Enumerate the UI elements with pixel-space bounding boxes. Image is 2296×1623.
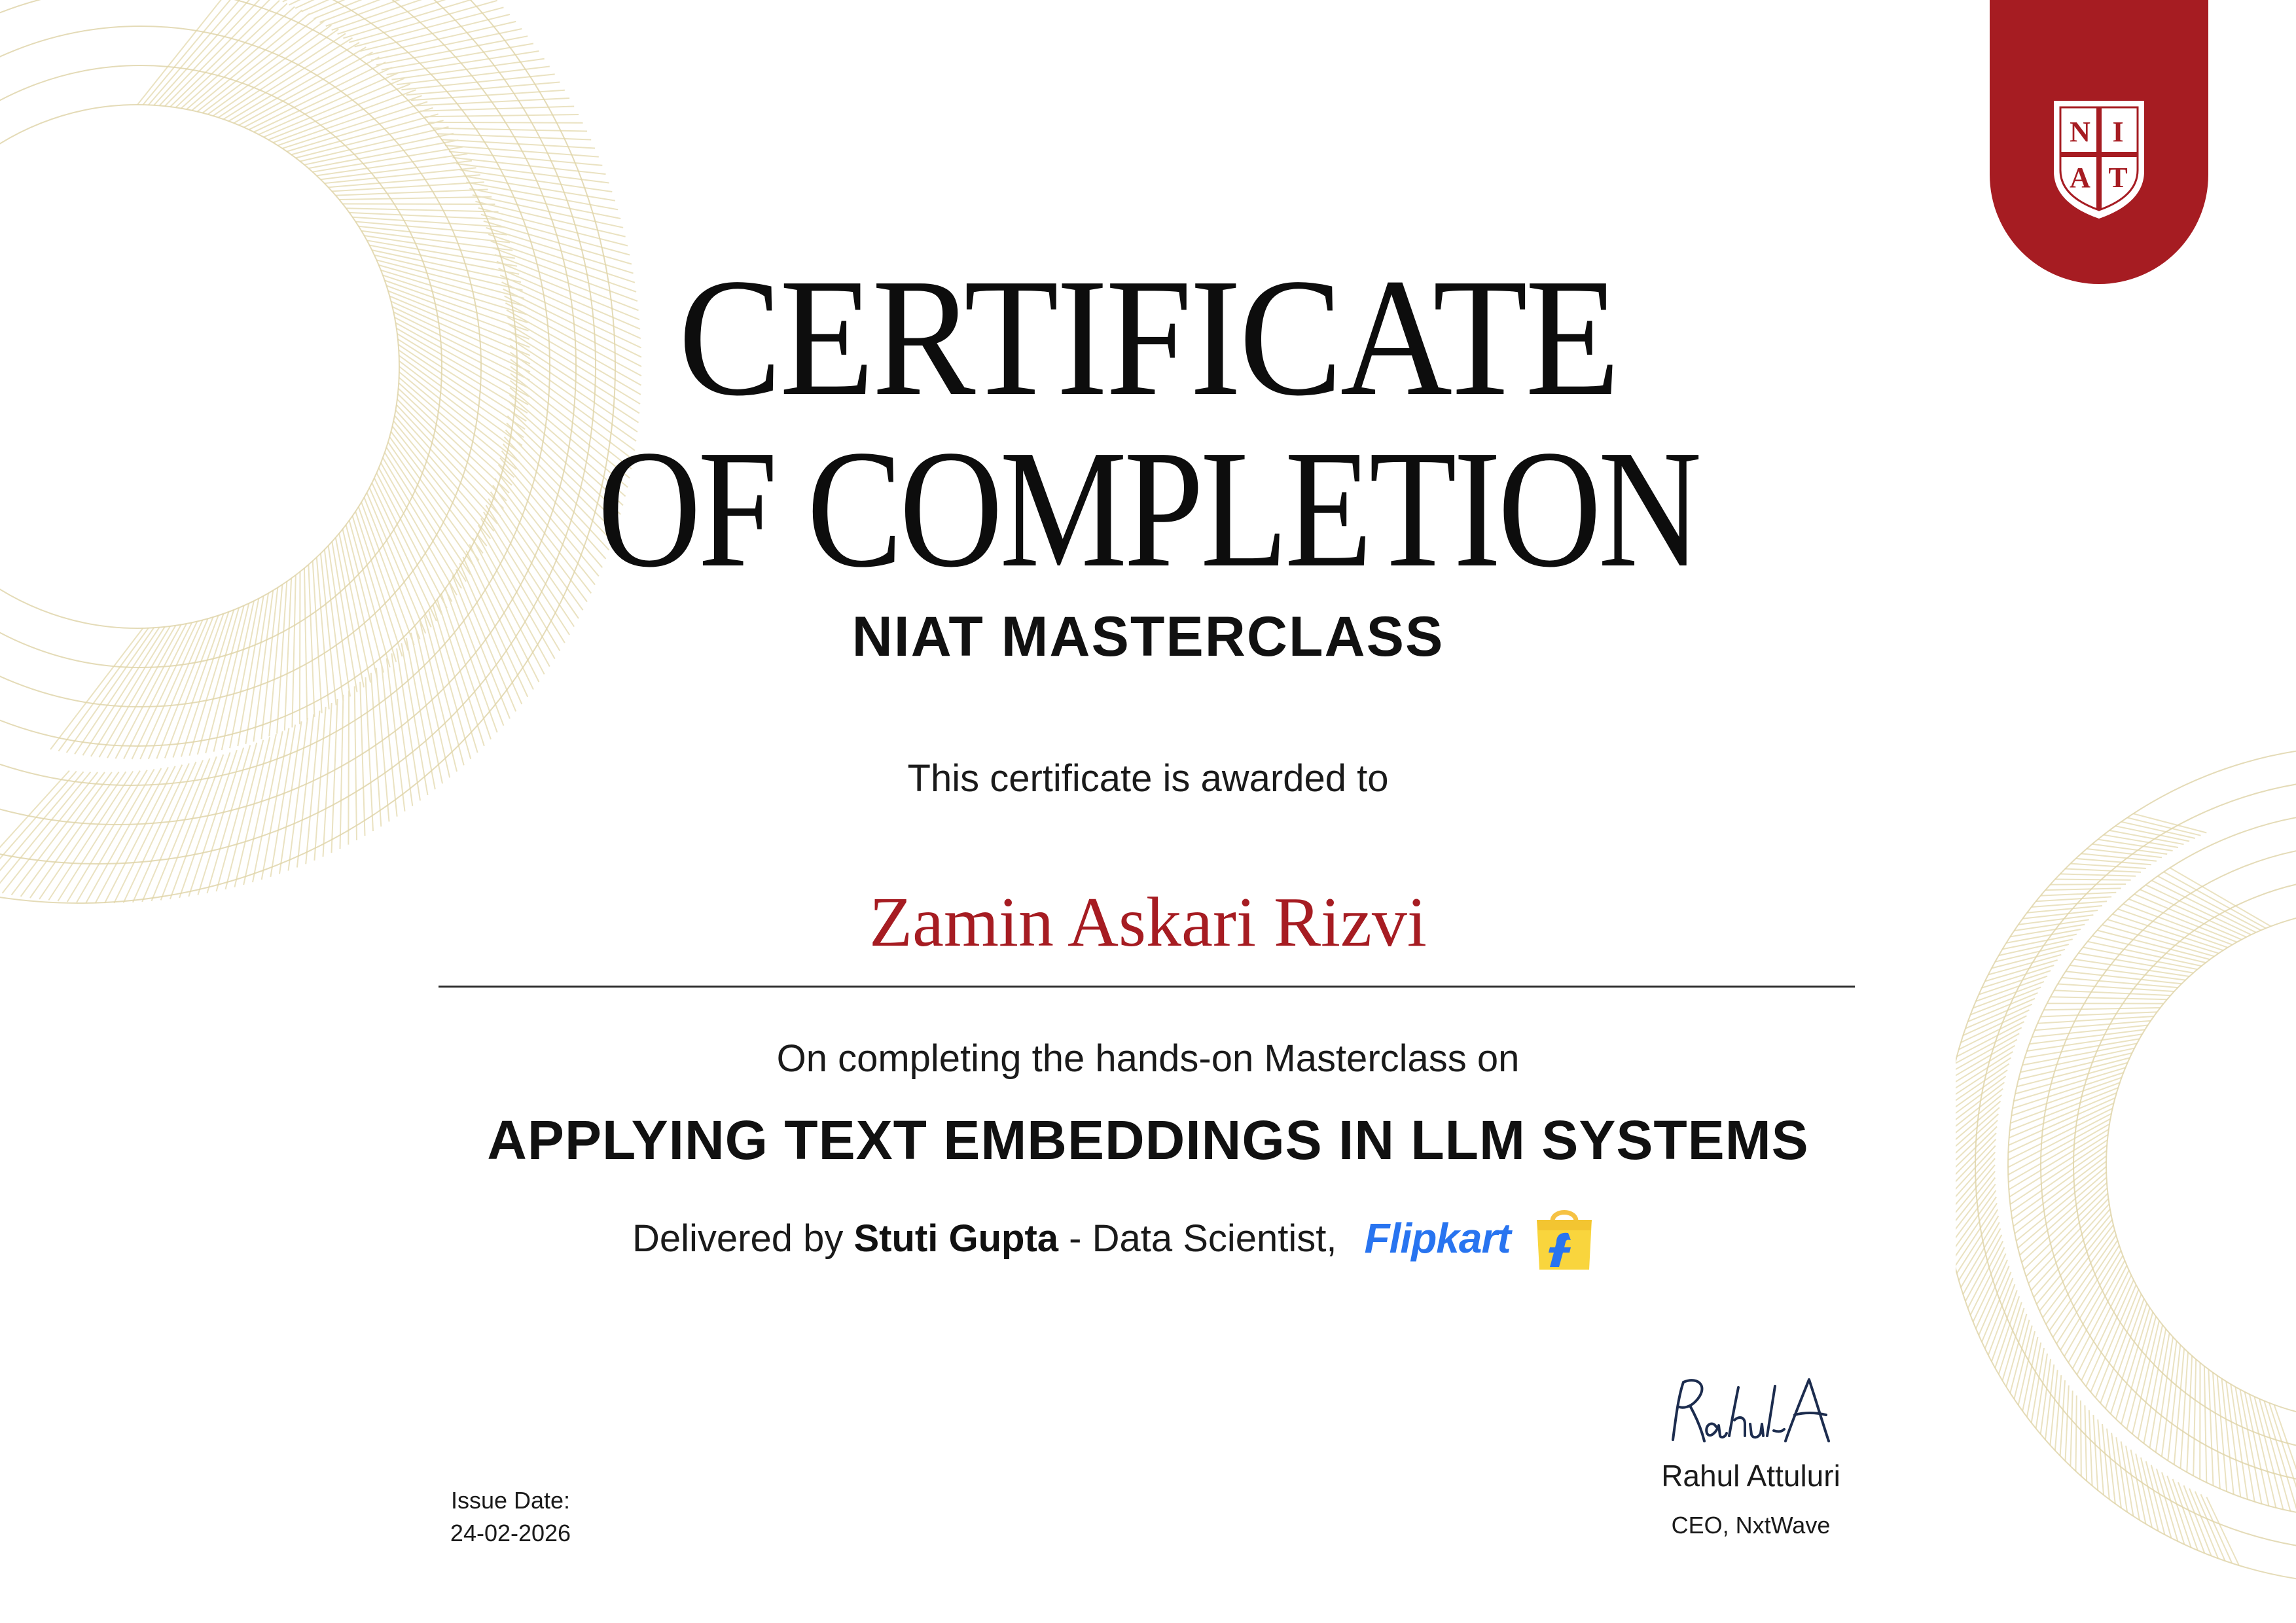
flipkart-bag-icon (1530, 1204, 1598, 1272)
issue-date-block (399, 1484, 622, 1550)
logo-letter-t: T (2108, 162, 2128, 194)
certificate-subtitle: NIAT MASTERCLASS (852, 605, 1444, 668)
certificate-title-line-1: CERTIFICATE (678, 243, 1618, 431)
ceo-signature (1661, 1368, 1851, 1453)
recipient-name: Zamin Askari Rizvi (869, 883, 1427, 961)
logo-letter-n: N (2070, 116, 2090, 148)
signer-name: Rahul Attuluri (1661, 1459, 1840, 1493)
completion-text: On completing the hands-on Masterclass on (776, 1037, 1520, 1080)
delivered-by-label: Delivered by (632, 1217, 844, 1260)
course-title: APPLYING TEXT EMBEDDINGS IN LLM SYSTEMS (487, 1109, 1809, 1171)
name-underline (439, 986, 1855, 988)
awarded-to-text: This certificate is awarded to (907, 757, 1389, 800)
instructor-role: Data Scientist, (1092, 1217, 1337, 1260)
signer-title: CEO, NxtWave (1671, 1512, 1831, 1539)
issue-date-value: 24-02-2026 (450, 1520, 571, 1546)
delivered-by-row (632, 1199, 1598, 1277)
issue-date-label: Issue Date: (450, 1487, 571, 1514)
niat-badge (1990, 0, 2208, 284)
company-name: Flipkart (1364, 1215, 1511, 1262)
niat-shield-icon (2051, 98, 2147, 220)
instructor-name: Stuti Gupta (853, 1217, 1059, 1260)
logo-letter-a: A (2070, 162, 2090, 194)
logo-letter-i: I (2112, 116, 2124, 148)
certificate-title-line-2: OF COMPLETION (597, 415, 1699, 602)
separator: - (1069, 1217, 1082, 1260)
